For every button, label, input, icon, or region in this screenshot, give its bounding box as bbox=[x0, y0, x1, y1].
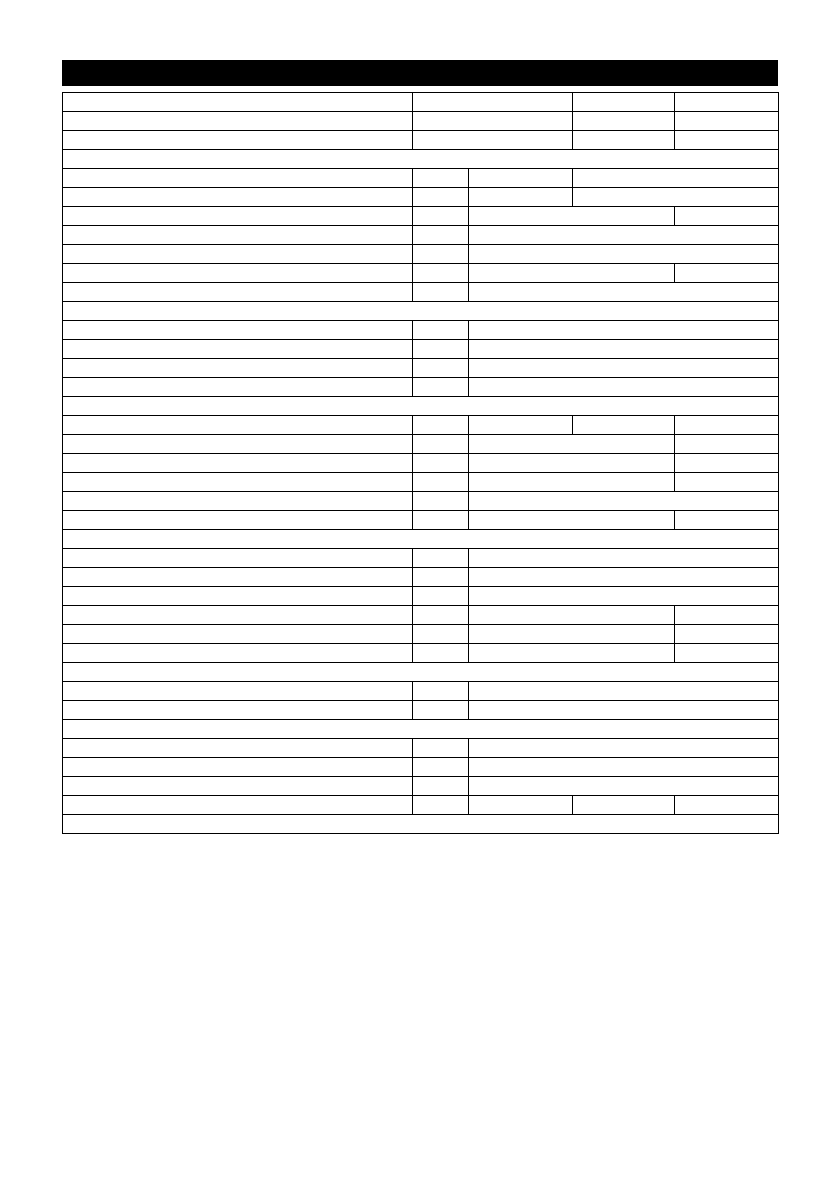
row-col1 bbox=[469, 549, 779, 568]
row-col1 bbox=[469, 606, 675, 625]
row-unit bbox=[413, 473, 469, 492]
row-label bbox=[63, 606, 413, 625]
row-label bbox=[63, 340, 413, 359]
row-col1 bbox=[469, 492, 779, 511]
table-row bbox=[63, 682, 779, 701]
row-unit bbox=[413, 492, 469, 511]
row-col1 bbox=[469, 378, 779, 397]
table-row bbox=[63, 701, 779, 720]
row-unit bbox=[413, 606, 469, 625]
row-col2 bbox=[573, 796, 675, 815]
row-label bbox=[63, 454, 413, 473]
row-col1 bbox=[469, 264, 675, 283]
row-unit bbox=[413, 435, 469, 454]
table-row bbox=[63, 606, 779, 625]
row-label bbox=[63, 321, 413, 340]
row-label bbox=[63, 435, 413, 454]
row-unit bbox=[413, 549, 469, 568]
row-col2 bbox=[675, 207, 779, 226]
section-row bbox=[63, 815, 779, 834]
row-col1 bbox=[469, 169, 573, 188]
table-row bbox=[63, 131, 779, 150]
row-col1 bbox=[469, 321, 779, 340]
row-label bbox=[63, 93, 413, 112]
table-row bbox=[63, 264, 779, 283]
section-row bbox=[63, 663, 779, 682]
row-col1 bbox=[469, 416, 573, 435]
row-label bbox=[63, 777, 413, 796]
section-title bbox=[63, 530, 779, 549]
row-unit bbox=[413, 701, 469, 720]
row-col2 bbox=[675, 606, 779, 625]
row-unit bbox=[413, 378, 469, 397]
row-unit bbox=[413, 625, 469, 644]
row-unit bbox=[413, 188, 469, 207]
row-label bbox=[63, 359, 413, 378]
row-label bbox=[63, 758, 413, 777]
row-unit bbox=[413, 264, 469, 283]
row-col2 bbox=[675, 435, 779, 454]
table-row bbox=[63, 207, 779, 226]
table-row bbox=[63, 435, 779, 454]
row-label bbox=[63, 625, 413, 644]
row-col2 bbox=[675, 264, 779, 283]
table-row bbox=[63, 587, 779, 606]
row-col1 bbox=[469, 226, 779, 245]
row-col1 bbox=[413, 131, 573, 150]
row-unit bbox=[413, 739, 469, 758]
row-unit bbox=[413, 359, 469, 378]
row-col1 bbox=[469, 283, 779, 302]
table-row bbox=[63, 169, 779, 188]
table-row bbox=[63, 321, 779, 340]
section-row bbox=[63, 150, 779, 169]
row-label bbox=[63, 644, 413, 663]
row-label bbox=[63, 473, 413, 492]
row-unit bbox=[413, 169, 469, 188]
section-row bbox=[63, 397, 779, 416]
table-row bbox=[63, 511, 779, 530]
row-col1 bbox=[469, 435, 675, 454]
row-col2 bbox=[573, 112, 675, 131]
table-row bbox=[63, 777, 779, 796]
row-unit bbox=[413, 416, 469, 435]
row-col1 bbox=[469, 739, 779, 758]
row-col3 bbox=[675, 416, 779, 435]
row-label bbox=[63, 226, 413, 245]
row-label bbox=[63, 511, 413, 530]
table-row bbox=[63, 416, 779, 435]
row-label bbox=[63, 701, 413, 720]
row-label bbox=[63, 796, 413, 815]
row-unit bbox=[413, 587, 469, 606]
row-unit bbox=[413, 682, 469, 701]
row-label bbox=[63, 207, 413, 226]
row-label bbox=[63, 682, 413, 701]
row-col2 bbox=[573, 416, 675, 435]
row-col1 bbox=[469, 701, 779, 720]
row-col1 bbox=[469, 644, 675, 663]
row-label bbox=[63, 245, 413, 264]
row-col1 bbox=[469, 245, 779, 264]
row-col2 bbox=[675, 625, 779, 644]
row-col1 bbox=[413, 93, 573, 112]
row-label bbox=[63, 739, 413, 758]
row-col2 bbox=[573, 131, 675, 150]
row-label bbox=[63, 131, 413, 150]
row-col3 bbox=[675, 112, 779, 131]
row-col1 bbox=[469, 587, 779, 606]
row-col1 bbox=[469, 207, 675, 226]
section-title bbox=[63, 663, 779, 682]
table-row bbox=[63, 492, 779, 511]
row-col2 bbox=[675, 644, 779, 663]
section-row bbox=[63, 530, 779, 549]
section-title bbox=[63, 815, 779, 834]
table-row bbox=[63, 739, 779, 758]
row-col1 bbox=[469, 682, 779, 701]
row-col3 bbox=[675, 796, 779, 815]
section-title bbox=[63, 150, 779, 169]
table-row bbox=[63, 378, 779, 397]
row-label bbox=[63, 568, 413, 587]
section-title bbox=[63, 397, 779, 416]
row-col2 bbox=[675, 454, 779, 473]
section-title bbox=[63, 302, 779, 321]
table-row bbox=[63, 226, 779, 245]
row-unit bbox=[413, 511, 469, 530]
row-col1 bbox=[469, 473, 675, 492]
row-col2 bbox=[573, 169, 779, 188]
row-label bbox=[63, 492, 413, 511]
row-col1 bbox=[469, 359, 779, 378]
table-row bbox=[63, 245, 779, 264]
row-col2 bbox=[675, 473, 779, 492]
row-col1 bbox=[469, 796, 573, 815]
row-unit bbox=[413, 796, 469, 815]
row-unit bbox=[413, 454, 469, 473]
row-col1 bbox=[469, 625, 675, 644]
row-col1 bbox=[469, 511, 675, 530]
spec-sheet bbox=[62, 60, 778, 834]
specification-table bbox=[62, 92, 779, 834]
table-row bbox=[63, 625, 779, 644]
row-col3 bbox=[675, 131, 779, 150]
row-col1 bbox=[469, 777, 779, 796]
row-unit bbox=[413, 226, 469, 245]
row-col3 bbox=[675, 93, 779, 112]
row-unit bbox=[413, 568, 469, 587]
row-unit bbox=[413, 777, 469, 796]
row-unit bbox=[413, 340, 469, 359]
table-row bbox=[63, 568, 779, 587]
table-row bbox=[63, 796, 779, 815]
row-label bbox=[63, 169, 413, 188]
row-label bbox=[63, 112, 413, 131]
table-row bbox=[63, 454, 779, 473]
row-col2 bbox=[573, 188, 779, 207]
table-row bbox=[63, 340, 779, 359]
row-label bbox=[63, 378, 413, 397]
row-unit bbox=[413, 245, 469, 264]
table-row bbox=[63, 758, 779, 777]
row-label bbox=[63, 188, 413, 207]
table-row bbox=[63, 93, 779, 112]
section-row bbox=[63, 720, 779, 739]
table-row bbox=[63, 549, 779, 568]
table-row bbox=[63, 283, 779, 302]
table-row bbox=[63, 188, 779, 207]
table-row bbox=[63, 644, 779, 663]
row-col1 bbox=[469, 454, 675, 473]
row-col2 bbox=[675, 511, 779, 530]
table-row bbox=[63, 359, 779, 378]
table-row bbox=[63, 112, 779, 131]
row-label bbox=[63, 416, 413, 435]
row-col1 bbox=[469, 758, 779, 777]
row-unit bbox=[413, 758, 469, 777]
row-unit bbox=[413, 321, 469, 340]
row-col2 bbox=[573, 93, 675, 112]
section-row bbox=[63, 302, 779, 321]
row-col1 bbox=[413, 112, 573, 131]
row-label bbox=[63, 283, 413, 302]
row-unit bbox=[413, 283, 469, 302]
row-unit bbox=[413, 207, 469, 226]
table-row bbox=[63, 473, 779, 492]
row-unit bbox=[413, 644, 469, 663]
section-title bbox=[63, 720, 779, 739]
row-label bbox=[63, 587, 413, 606]
title-bar bbox=[62, 60, 778, 86]
row-col1 bbox=[469, 340, 779, 359]
row-col1 bbox=[469, 568, 779, 587]
row-label bbox=[63, 264, 413, 283]
row-col1 bbox=[469, 188, 573, 207]
row-label bbox=[63, 549, 413, 568]
